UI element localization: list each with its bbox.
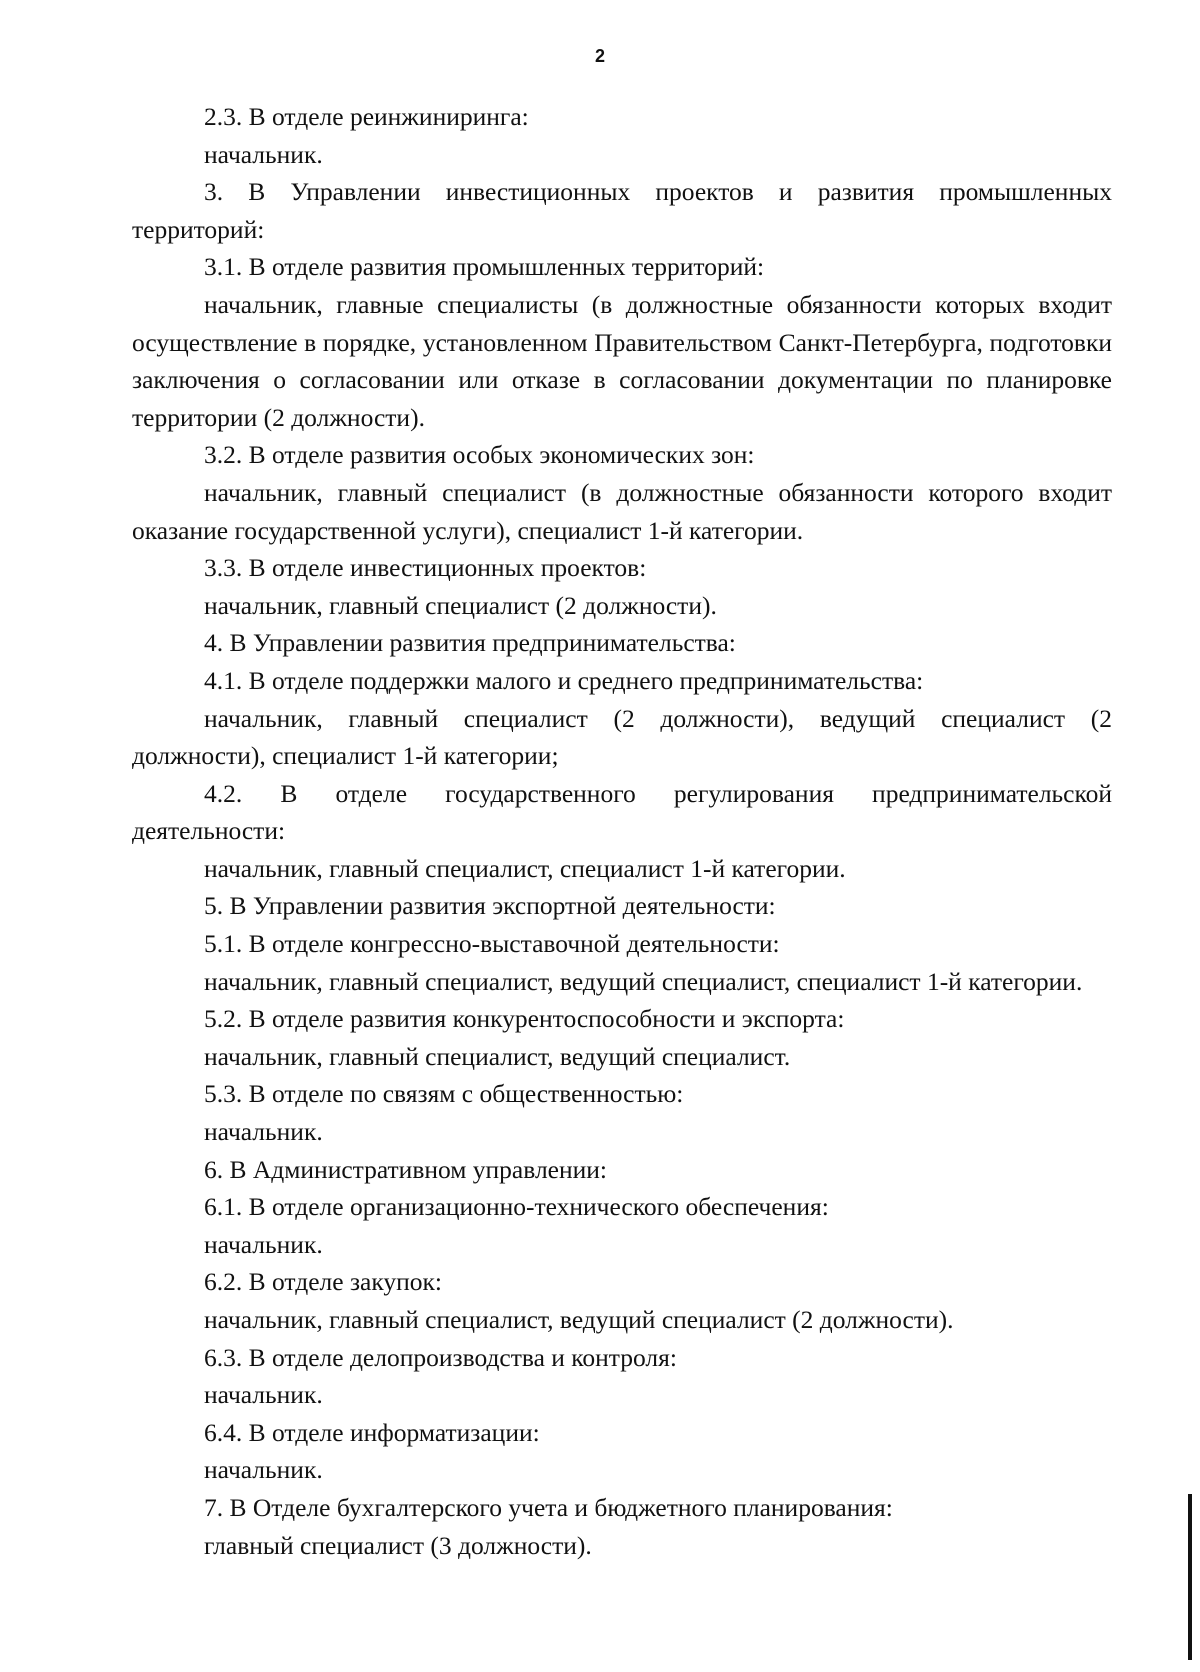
paragraph: 5. В Управлении развития экспортной деятельности: xyxy=(204,891,776,921)
paragraph: 5.2. В отделе развития конкурентоспособности и экспорта: xyxy=(204,1004,845,1034)
paragraph: начальник, главный специалист, ведущий специалист (2 должности). xyxy=(204,1305,954,1334)
paragraph: начальник, главный специалист (2 должности). xyxy=(204,590,717,620)
paragraph: 6. В Административном управлении: xyxy=(204,1154,608,1184)
paragraph: начальник, главные специалисты (в должностные обязанности которых входит осуществление в порядке, установленном Правительством Санкт-Петербурга, подготовки заключения о согласовании или отказе в согласовании документации по планировке территории (2 должности). xyxy=(132,289,1112,432)
paragraph: 4.2. В отделе государственного регулирования предпринимательской деятельности: xyxy=(132,778,1112,846)
paragraph: 4.1. В отделе поддержки малого и среднего предпринимательства: xyxy=(204,665,924,695)
paragraph: 7. В Отделе бухгалтерского учета и бюджетного планирования: xyxy=(204,1492,893,1522)
paragraph: начальник, главный специалист (2 должности), ведущий специалист (2 должности), специалист 1-й категории; xyxy=(132,703,1112,771)
page-number: 2 xyxy=(594,46,605,66)
paragraph: начальник. xyxy=(204,1380,323,1410)
paragraph: 5.3. В отделе по связям с общественностью: xyxy=(204,1079,684,1109)
paragraph: 5.1. В отделе конгрессно-выставочной деятельности: xyxy=(204,929,780,959)
paragraph: 6.4. В отделе информатизации: xyxy=(204,1417,540,1447)
paragraph: начальник, главный специалист (в должностные обязанности которого входит оказание государственной услуги), специалист 1-й категории. xyxy=(132,477,1112,545)
paragraph: начальник. xyxy=(204,1229,323,1259)
paragraph: начальник, главный специалист, специалист 1-й категории. xyxy=(204,853,846,883)
paragraph: 6.1. В отделе организационно-технического обеспечения: xyxy=(204,1192,829,1222)
scan-margin-mark xyxy=(1188,1494,1192,1660)
paragraph: начальник. xyxy=(204,1455,323,1485)
paragraph: 4. В Управлении развития предпринимательства: xyxy=(204,628,736,658)
paragraph: 3.1. В отделе развития промышленных территорий: xyxy=(204,252,765,282)
paragraph: 3. В Управлении инвестиционных проектов и развития промышленных территорий: xyxy=(132,177,1112,244)
document-body xyxy=(132,98,1112,1564)
paragraph: начальник, главный специалист, ведущий специалист. xyxy=(204,1041,791,1071)
paragraph: 2.3. В отделе реинжиниринга: xyxy=(204,102,529,131)
paragraph: 3.3. В отделе инвестиционных проектов: xyxy=(204,553,647,583)
paragraph: начальник. xyxy=(204,1117,323,1147)
paragraph: главный специалист (3 должности). xyxy=(204,1530,592,1560)
paragraph: начальник. xyxy=(204,139,323,169)
paragraph: начальник, главный специалист, ведущий специалист, специалист 1-й категории. xyxy=(204,966,1083,996)
paragraph: 6.3. В отделе делопроизводства и контроля: xyxy=(204,1342,677,1372)
paragraph: 3.2. В отделе развития особых экономических зон: xyxy=(204,440,755,470)
paragraph: 6.2. В отделе закупок: xyxy=(204,1267,442,1297)
